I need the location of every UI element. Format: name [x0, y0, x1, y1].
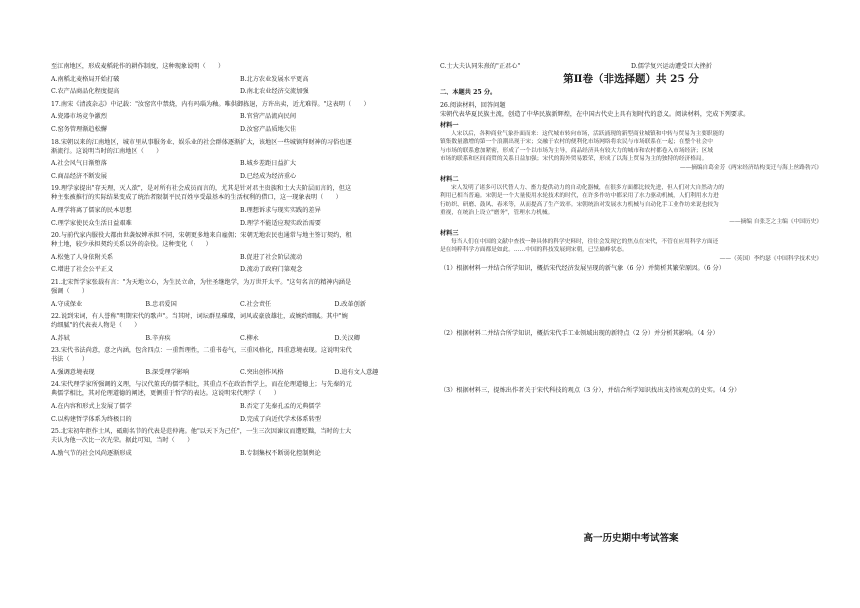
- q16-option-b: B.北方农业发展水平更高: [240, 75, 309, 83]
- q17-options-row2: [51, 125, 429, 134]
- q20-option-d: D.流动了政府门第观念: [240, 266, 303, 274]
- q22-stem-line2: 约细腻"的代表表人物是（ ）: [51, 322, 141, 330]
- material-3-heading: 材料三: [440, 229, 459, 237]
- q21-stem-line2: 强调（ ）: [51, 287, 89, 295]
- q16-option-a: A.南稻北麦格局开始打破: [51, 75, 120, 83]
- q21-option-d: D.改革创新: [334, 300, 366, 308]
- q25-options-row2: [440, 62, 822, 71]
- q21-option-b: B.忠君爱国: [145, 300, 177, 308]
- q24-stem-line1: 24.宋代理学家所强调的义理，与汉代董氏的儒学相比，其重点不在政治哲学上，而在伦理道德上；与先秦的元: [51, 381, 352, 389]
- q24-stem-line2: 典儒学相比，其对伦理道德的阐述，更侧重于哲学的表达。这说明宋代理学（ ）: [51, 390, 280, 398]
- section-subtitle: 二、本题共 25 分。: [440, 89, 497, 96]
- q18-option-b: B.城乡差距日益扩大: [240, 160, 297, 168]
- q18-option-d: D.已经成为经济重心: [240, 172, 297, 180]
- q20-stem-line2: 种土地，较少承担契约关系以外的杂役。这种变化（ ）: [51, 241, 212, 249]
- q17-option-a: A.瓷器市场竞争激烈: [51, 113, 107, 121]
- answer-space-1: [440, 273, 822, 329]
- q26-requirement-1: （1）根据材料一并结合所学知识，概括宋代经济发展呈现的新气象（6 分）并简析其繁荣原因。（6 分）: [440, 265, 725, 273]
- q25-stem-line2: 夫认为他一次比一次光荣。据此可知，当时（ ）: [51, 437, 194, 445]
- q24-option-c: C.以构建哲学体系为终极目的: [51, 415, 132, 423]
- q23-stem-line2: 书法（ ）: [51, 356, 89, 364]
- q19-options-row1: [51, 206, 429, 215]
- q20-options-row2: [51, 265, 429, 274]
- q19-option-c: C.理学家使民众生活日益艰难: [51, 219, 132, 227]
- q20-option-a: A.松弛了人身依附关系: [51, 253, 114, 261]
- material-1-source: ——摘编自葛金芳《两宋经济结构变迁与海上丝路勃兴》: [679, 164, 822, 171]
- q19-option-b: B.理想诉求与现实实践的差异: [240, 206, 321, 214]
- q18-option-a: A.社会风气日渐堕落: [51, 160, 107, 168]
- q17-option-c: C.窑务管理渐趋松懈: [51, 125, 107, 133]
- q20-option-b: B.促进了社会阶层流动: [240, 253, 303, 261]
- material-2-line1: 宋人发明了诸多可以代替人力、畜力提供动力的自动化器械，在很多方面都比较先进，但人们对大自然动力的: [451, 184, 724, 191]
- q24-options-row2: [51, 415, 429, 424]
- q17-option-d: D.汝窑产品质地欠佳: [240, 125, 297, 133]
- q18-stem-line2: 渐流行。这说明当时的江南地区（ ）: [51, 147, 163, 155]
- material-2-line2: 利用已相当普遍。宋朝是一个大量使用水轮技术的时代，在许多作坊中都采用了水力驱动机械，人们利用水力进: [440, 193, 719, 200]
- q25-option-b: B.专制集权不断弱化控制舆论: [240, 449, 321, 457]
- q22-options: [51, 334, 429, 343]
- material-2-heading: 材料二: [440, 175, 459, 183]
- q16-option-c: C.农产品商品化程度提高: [51, 88, 120, 96]
- q19-stem-line1: 19.理学家提出"存天理，灭人欲"，是对所有社会成员而言的，尤其是针对君主贵族和士大夫阶层而言的，但这: [51, 185, 352, 193]
- q16-options-row2: [51, 87, 429, 96]
- q25-option-d: D.儒学复兴运动遭受巨大挫折: [631, 63, 712, 70]
- q25-option-c: C.士大夫认同朱熹的"正君心": [440, 63, 521, 70]
- material-3-line1: 每当人们在中国的文献中查找一种具体的科学史料时，往往会发现它的焦点在宋代，不管在应用科学方面还: [451, 238, 719, 245]
- answer-space-2: [440, 338, 822, 386]
- q24-option-d: D.完成了向近代学术体系转型: [240, 415, 321, 423]
- material-3-line2: 是在纯粹科学方面都是如此。……中国的科技发展到宋朝，已呈巅峰状态。: [440, 247, 628, 254]
- q18-options-row1: [51, 159, 429, 168]
- q23-option-d: D.追有文人意趣: [334, 368, 379, 376]
- q18-stem-line1: 18.宋朝以来的江南地区，城市里从事服务业、娱乐业的社会群体逐渐扩大，该地区一些城镇拜财神的习俗也逐: [51, 138, 352, 146]
- left-column: [51, 62, 429, 458]
- right-column: [440, 62, 822, 395]
- q22-stem-line1: 22.说到宋词，有人誉称"明期宋代的歌声"。当其时，词坛群星璀璨，词风或豪放雄壮，或婉约细腻。其中"婉: [51, 313, 348, 321]
- q21-stem-line1: 21.北宋哲学家张载有言："为天地立心，为生民立命，为往圣继绝学，为万世开太平。"这句名言的精神内涵是: [51, 278, 352, 286]
- q17-stem: 17.南宋《清波杂志》中记载："汝窑宫中禁烧，内有玛瑙为釉。唯供御拣退，方许出卖，近尤难得。"这表明（ ）: [51, 100, 370, 108]
- answer-key-title: 高一历史期中考试答案: [583, 533, 679, 544]
- q16-option-d: D.南北农业经济交流加强: [240, 88, 309, 96]
- q16-options-row1: [51, 75, 429, 84]
- q26-requirement-3: （3）根据材料三，提炼出作者关于宋代科技的观点（3 分），并结合所学知识找出支持该观点的史实。（4 分）: [440, 387, 741, 395]
- q20-option-c: C.增进了社会公平正义: [51, 266, 114, 274]
- q25-options-row1: [51, 449, 429, 458]
- material-1-heading: 材料一: [440, 121, 459, 129]
- q23-stem-line1: 23.宋代书法尚意，意之内涵，包含四点：一重哲理性，二重书卷气，三重风格化，四重意境表现。这说明宋代: [51, 347, 352, 355]
- q17-option-b: B.官营产品流向民间: [240, 113, 297, 121]
- q21-option-c: C.社会责任: [240, 300, 272, 308]
- q19-option-d: D.理学不能适应现实政治需要: [240, 219, 321, 227]
- q21-option-a: A.守成保业: [51, 300, 83, 308]
- q26-intro: 宋朝代表华夏民族主流，创造了中华民族新辉煌，在中国古代史上具有划时代的意义。阅读材料，完成下列要求。: [440, 110, 750, 118]
- q22-option-d: D.关汉卿: [334, 334, 360, 342]
- material-3-source: ——（英国）李约瑟《中国科学技术史》: [719, 255, 822, 262]
- q24-options-row1: [51, 402, 429, 411]
- q24-option-b: B.否定了先秦孔孟的元典儒学: [240, 403, 321, 411]
- q20-options-row1: [51, 253, 429, 262]
- q19-option-a: A.理学将离了儒家的民本思想: [51, 206, 132, 214]
- q23-options: [51, 368, 429, 377]
- q24-option-a: A.在内容和形式上发展了儒学: [51, 403, 132, 411]
- q22-option-b: B.辛弃疾: [145, 334, 171, 342]
- q22-option-c: C.柳永: [240, 334, 259, 342]
- q19-options-row2: [51, 219, 429, 228]
- section-title: 第Ⅱ卷（非选择题）共 25 分: [563, 73, 699, 85]
- q23-option-c: C.突出创作风格: [240, 368, 284, 376]
- q17-options-row1: [51, 112, 429, 121]
- q25-stem-line1: 25.北宋初年拒作士风，砥砺名节的代表是范仲淹。他"以天下为己任"，一生三次因谏议而遭贬黜，当时的士大: [51, 428, 352, 436]
- material-1-line1: 人宋以后，各种商业气象扑面而来：这代城市转向市场，活跃涌现的新型商业城镇和中转与贸易为主要职能的: [451, 130, 724, 137]
- q20-stem-line1: 20.与前代家内服役大都由世袭奴婢承担不同，宋朝更多地来自雇佣；宋朝无地农民也通常与地主签订契约，租: [51, 232, 352, 240]
- q19-stem-line2: 种主张被推行的实际结果变成了统治者限制平民百姓享受最基本的生活权利的借口，这一现象表明（ ）: [51, 194, 342, 202]
- q16-stem: 至江南地区，形成麦稻轮作的耕作制度，这种现象说明（ ）: [51, 63, 225, 70]
- q18-options-row2: [51, 172, 429, 181]
- q22-option-a: A.苏轼: [51, 334, 70, 342]
- material-2-line4: 重视，在统治上设立"磨务"，管理水力机械。: [440, 210, 554, 217]
- q23-option-b: B.深受理学影响: [145, 368, 190, 376]
- q25-option-a: A.励气节的社会风尚逐渐形成: [51, 449, 132, 457]
- q18-option-c: C.商品经济不断发展: [51, 172, 107, 180]
- q26-title: 26.阅读材料，回答问题: [440, 101, 506, 109]
- material-1-line2: 镇集数量激增的第一个浪潮出现于宋；交融于农村的便利化市场网络将农民与市场联系在一起；在整个社会中: [440, 139, 713, 146]
- material-1-line3: 与市场的联系愈加紧密，形成了一个以市场为主导，商品经济具有较大力的城市和农村都卷入市场经济；区域: [440, 147, 713, 154]
- q23-option-a: A.强调意境表现: [51, 368, 95, 376]
- q21-options: [51, 300, 429, 309]
- q26-requirement-2: （2）根据材料二并结合所学知识，概括宋代手工业领域出现的新特点（2 分）并分析其影响。（4 分）: [440, 330, 719, 338]
- material-2-line3: 行纺织、研磨、鼓风、舂米等，从而提高了生产效率。宋朝统治对发展水力机械与自动化手工业作坊来说也较为: [440, 201, 719, 208]
- material-1-line4: 市场的联系和区间商贸的关系日益加强；宋代的海外贸易繁荣，形成了以海上贸易为主的独特的经济格局。: [440, 156, 708, 163]
- material-2-source: ——摘编 自张芝之主编《中国历史》: [729, 218, 822, 225]
